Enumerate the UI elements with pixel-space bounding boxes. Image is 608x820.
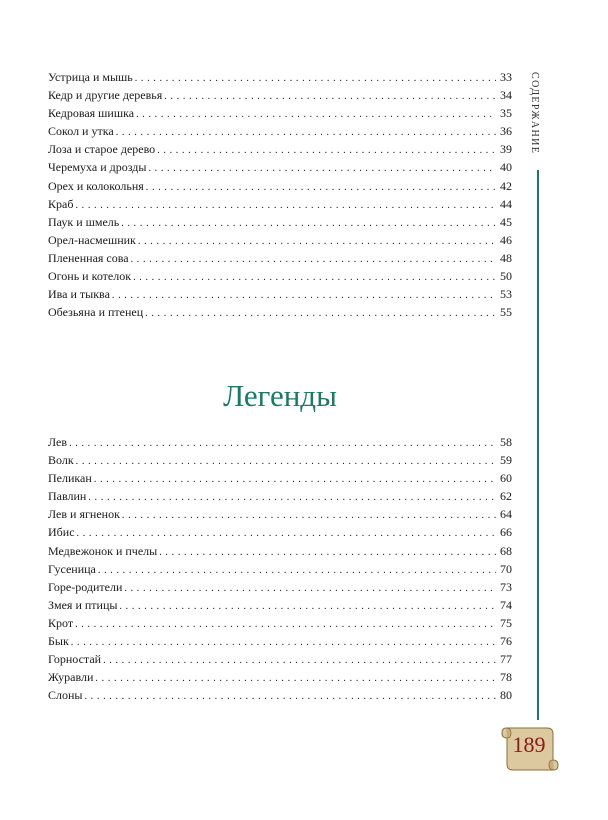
toc-entry-title: Ибис	[48, 525, 75, 540]
toc-entry-title: Лоза и старое дерево	[48, 142, 156, 157]
toc-entry-title: Черемуха и дрозды	[48, 160, 147, 175]
toc-entry-page: 53	[500, 287, 512, 302]
toc-entry-page: 40	[500, 160, 512, 175]
toc-entry-page: 36	[500, 124, 512, 139]
toc-entry-title: Кедр и другие деревья	[48, 88, 163, 103]
toc-leader-dots	[94, 469, 496, 489]
toc-entry[interactable]	[48, 560, 512, 578]
toc-entry-title: Орел-насмешник	[48, 232, 136, 247]
toc-leader-dots	[164, 86, 496, 106]
toc-entry[interactable]	[48, 249, 512, 267]
toc-entry-title: Плененная сова	[48, 250, 129, 265]
toc-entry-page: 74	[500, 597, 512, 612]
toc-entry-page: 76	[500, 634, 512, 649]
toc-entry[interactable]	[48, 433, 512, 451]
toc-entry[interactable]	[48, 542, 512, 560]
toc-entry-page: 62	[500, 489, 512, 504]
toc-entry-title: Ива и тыква	[48, 287, 110, 302]
toc-leader-dots	[148, 158, 496, 178]
toc-entry-title: Орех и колокольня	[48, 178, 144, 193]
toc-leader-dots	[119, 596, 496, 616]
toc-leader-dots	[71, 632, 496, 652]
toc-entry-title: Паук и шмель	[48, 214, 120, 229]
toc-leader-dots	[95, 668, 496, 688]
toc-leader-dots	[76, 451, 496, 471]
toc-entry[interactable]	[48, 650, 512, 668]
toc-entry[interactable]	[48, 195, 512, 213]
toc-entry[interactable]	[48, 177, 512, 195]
toc-entry-page: 59	[500, 453, 512, 468]
toc-entry[interactable]	[48, 469, 512, 487]
toc-entry[interactable]	[48, 451, 512, 469]
toc-entry[interactable]	[48, 614, 512, 632]
toc-leader-dots	[103, 650, 496, 670]
toc-leader-dots	[77, 523, 496, 543]
toc-entry-page: 50	[500, 269, 512, 284]
toc-entry-title: Павлин	[48, 489, 87, 504]
toc-leader-dots	[84, 686, 496, 706]
toc-entry-title: Слоны	[48, 688, 83, 703]
toc-entry-title: Крот	[48, 615, 74, 630]
toc-entry[interactable]	[48, 668, 512, 686]
toc-leader-dots	[157, 140, 496, 160]
toc-entry-page: 60	[500, 471, 512, 486]
toc-entry-title: Краб	[48, 196, 74, 211]
toc-entry-title: Горностай	[48, 652, 102, 667]
toc-leader-dots	[88, 487, 496, 507]
toc-entry-page: 39	[500, 142, 512, 157]
toc-entry[interactable]	[48, 487, 512, 505]
toc-entry[interactable]	[48, 231, 512, 249]
toc-leader-dots	[133, 267, 496, 287]
toc-leader-dots	[159, 542, 496, 562]
toc-leader-dots	[98, 560, 496, 580]
toc-entry[interactable]	[48, 104, 512, 122]
toc-entry[interactable]	[48, 686, 512, 704]
toc-entry-page: 58	[500, 435, 512, 449]
toc-entry[interactable]	[48, 122, 512, 140]
toc-entry-page: 35	[500, 106, 512, 121]
toc-entry-title: Змея и птицы	[48, 597, 118, 612]
toc-leader-dots	[138, 231, 496, 251]
toc-leader-dots	[136, 104, 496, 124]
section-heading: Легенды	[223, 378, 337, 413]
toc-leader-dots	[69, 433, 496, 453]
toc-leader-dots	[112, 285, 496, 305]
toc-leader-dots	[116, 122, 496, 142]
toc-entry[interactable]	[48, 68, 512, 86]
toc-entry[interactable]	[48, 158, 512, 176]
toc-entry-page: 70	[500, 561, 512, 576]
toc-entry[interactable]	[48, 578, 512, 596]
toc-entry-title: Кедровая шишка	[48, 106, 135, 121]
toc-entry-title: Сокол и утка	[48, 124, 114, 139]
toc-entry[interactable]	[48, 213, 512, 231]
toc-entry-page: 80	[500, 688, 512, 703]
toc-entry-page: 75	[500, 615, 512, 630]
toc-entry[interactable]	[48, 303, 512, 321]
toc-entry-title: Медвежонок и пчелы	[48, 543, 158, 558]
toc-entry[interactable]	[48, 267, 512, 285]
toc-entry-page: 64	[500, 507, 512, 522]
toc-entry-page: 42	[500, 178, 512, 193]
toc-leader-dots	[131, 249, 496, 269]
toc-leader-dots	[122, 505, 496, 525]
toc-entry-title: Лев и ягненок	[48, 507, 120, 522]
toc-leader-dots	[75, 614, 496, 634]
toc-leader-dots	[146, 177, 496, 197]
side-label-contents: СОДЕРЖАНИЕ	[529, 72, 540, 155]
toc-entry-page: 48	[500, 250, 512, 265]
toc-list-legends	[48, 433, 512, 704]
toc-entry[interactable]	[48, 523, 512, 541]
toc-entry-title: Гусеница	[48, 561, 96, 576]
toc-entry-page: 34	[500, 88, 512, 103]
page-number-badge	[498, 720, 560, 776]
toc-entry[interactable]	[48, 140, 512, 158]
toc-entry-title: Журавли	[48, 670, 94, 685]
toc-entry-title: Огонь и котелок	[48, 269, 132, 284]
toc-leader-dots	[75, 195, 496, 215]
toc-leader-dots	[121, 213, 496, 233]
toc-leader-dots	[135, 68, 496, 88]
toc-leader-dots	[124, 578, 496, 598]
toc-entry-title: Пеликан	[48, 471, 92, 486]
toc-entry-title: Бык	[48, 634, 69, 649]
toc-entry-page: 77	[500, 652, 512, 667]
toc-entry-page: 73	[500, 579, 512, 594]
toc-entry-page: 78	[500, 670, 512, 685]
toc-entry-page: 45	[500, 214, 512, 229]
toc-entry-title: Лев	[48, 435, 68, 449]
toc-entry-page: 68	[500, 543, 512, 558]
toc-entry-title: Обезьяна и птенец	[48, 305, 144, 320]
side-divider-line	[537, 170, 539, 720]
toc-list-fables	[48, 68, 512, 321]
toc-entry-title: Горе-родители	[48, 579, 123, 594]
toc-entry-page: 46	[500, 232, 512, 247]
toc-entry[interactable]	[48, 632, 512, 650]
toc-entry[interactable]	[48, 86, 512, 104]
toc-entry[interactable]	[48, 596, 512, 614]
toc-entry-page: 55	[500, 305, 512, 320]
toc-entry-page: 33	[500, 70, 512, 84]
page-number: 189	[512, 732, 546, 757]
toc-entry-page: 66	[500, 525, 512, 540]
toc-entry-page: 44	[500, 196, 512, 211]
toc-leader-dots	[145, 303, 496, 323]
toc-entry-title: Устрица и мышь	[48, 70, 133, 84]
toc-entry[interactable]	[48, 505, 512, 523]
toc-entry[interactable]	[48, 285, 512, 303]
toc-entry-title: Волк	[48, 453, 74, 468]
